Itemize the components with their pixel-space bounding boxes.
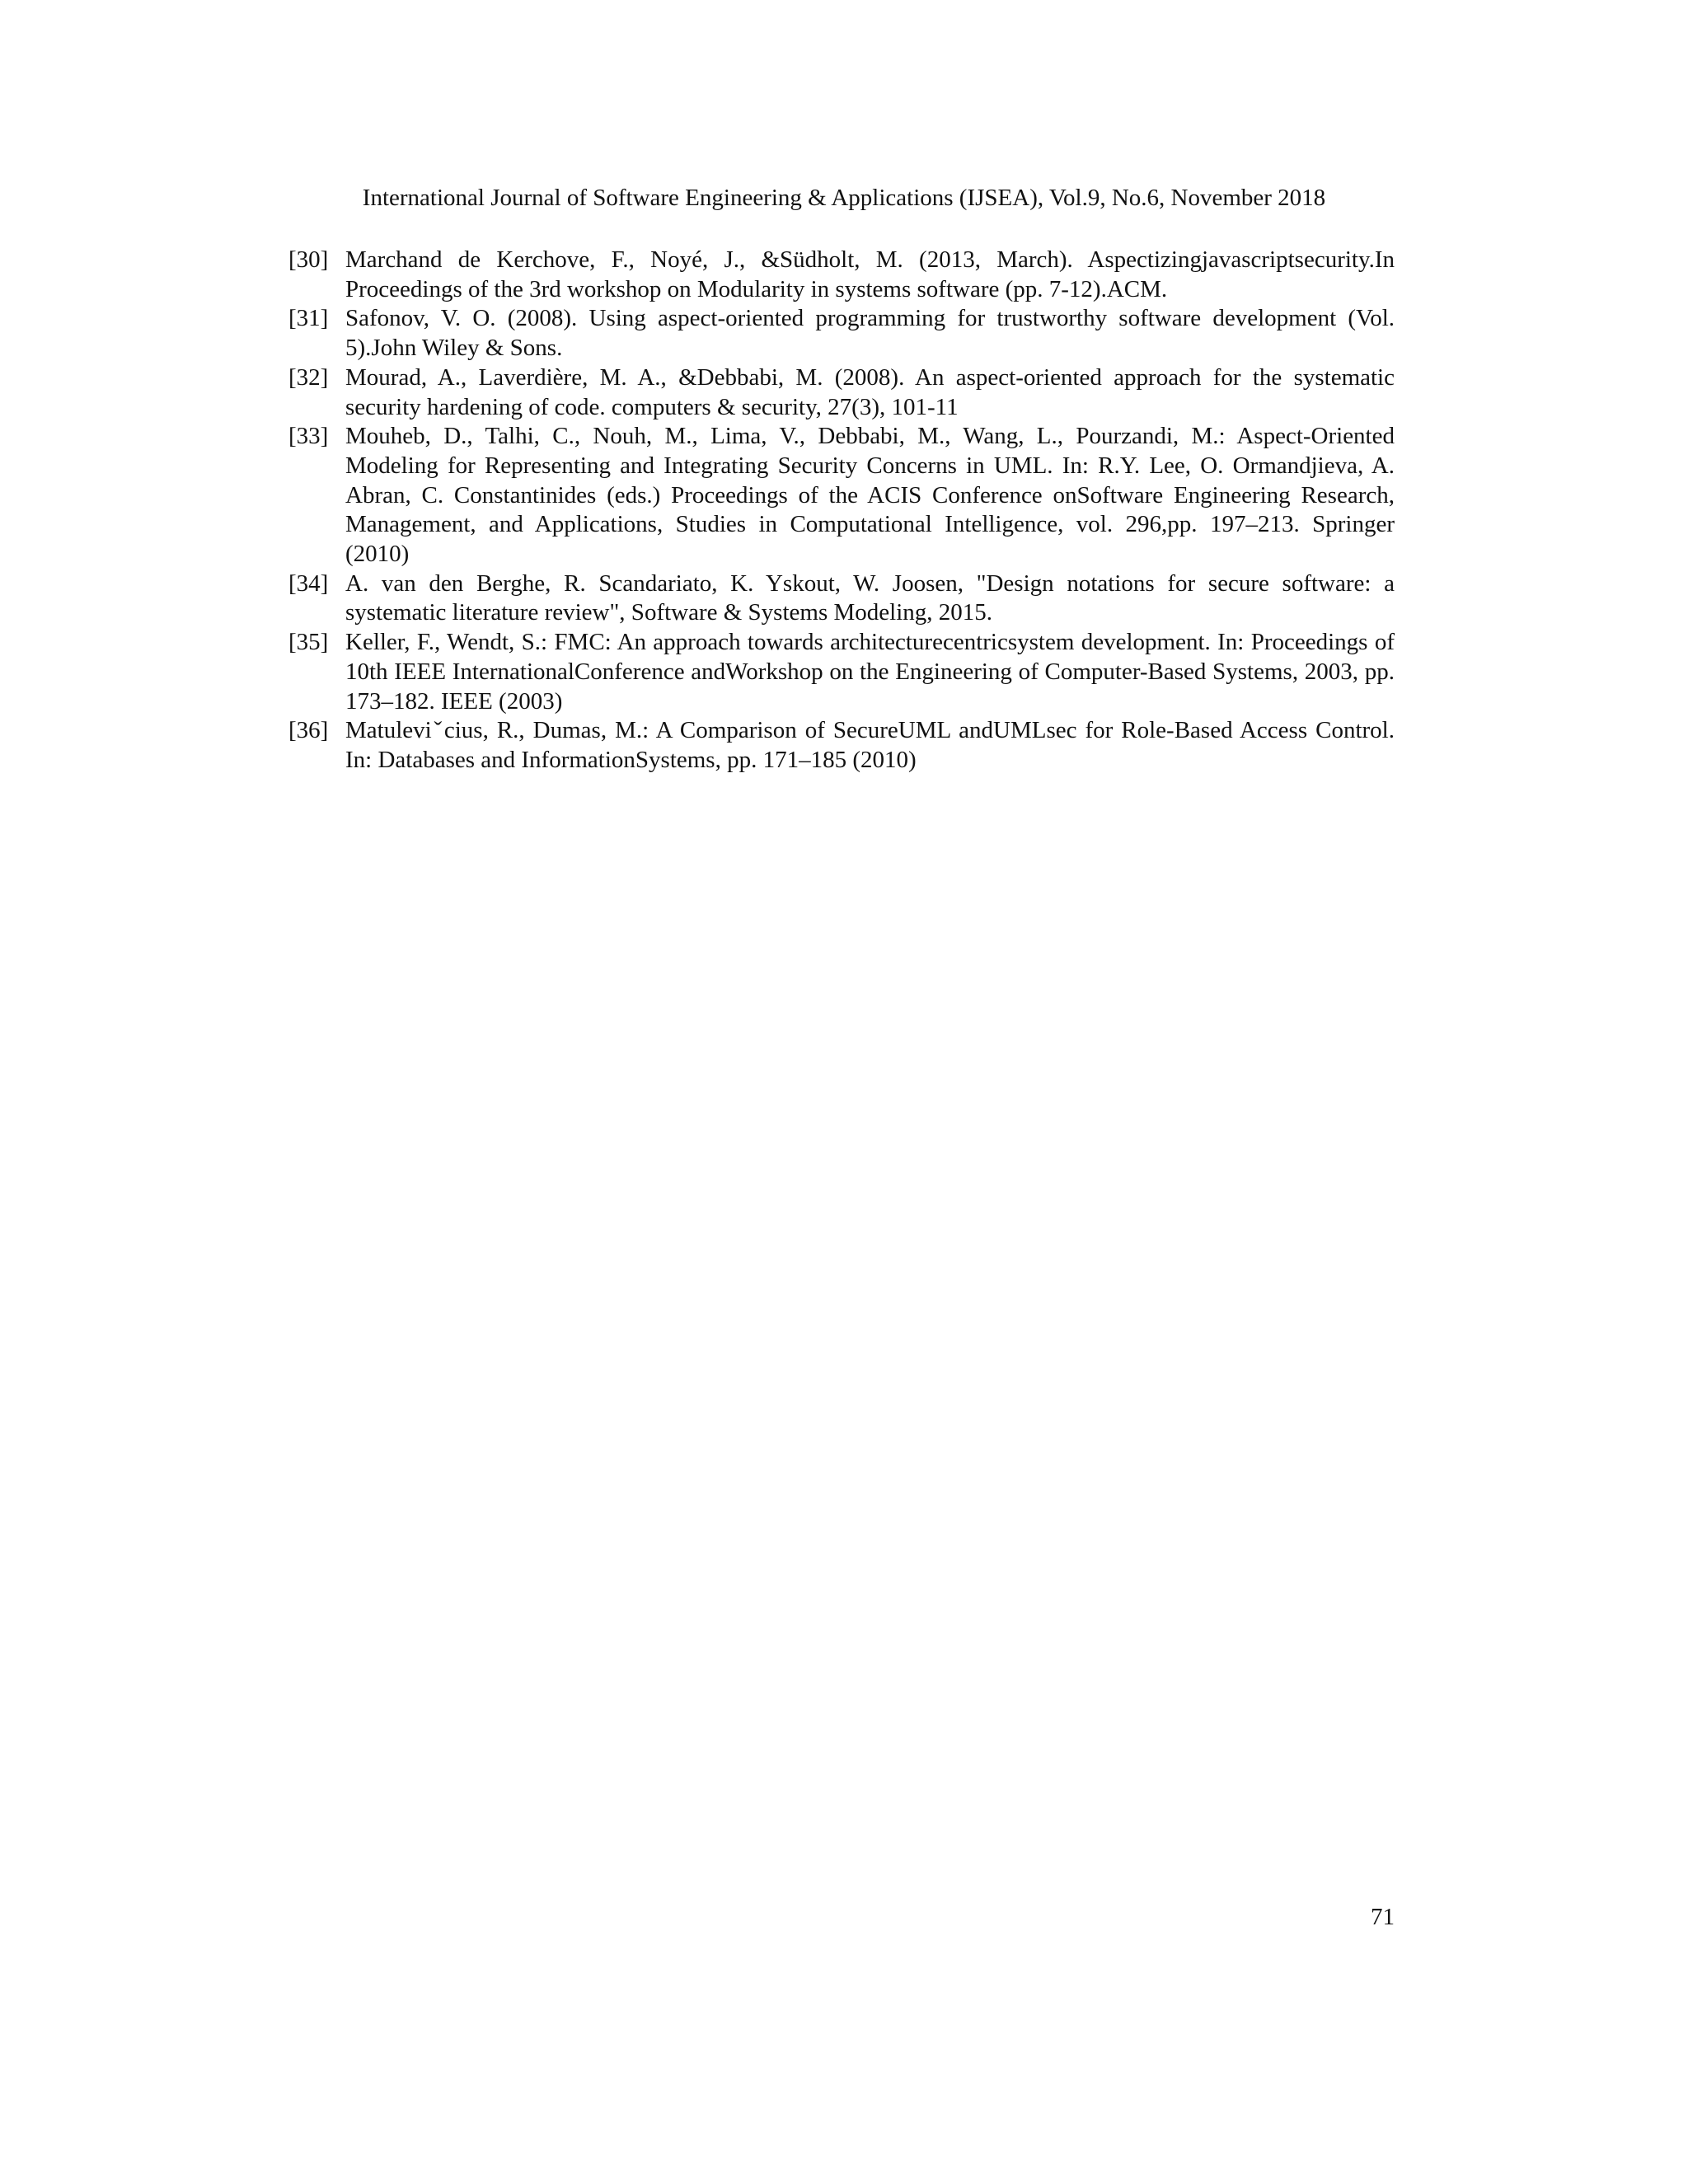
reference-text: Keller, F., Wendt, S.: FMC: An approach towards architecturecentricsystem development. In: Proceedings of 10th IEEE InternationalConference andWorkshop on the Engineering of Computer-Based Systems, 2003, pp. 173–182. IEEE (2003) (345, 629, 1395, 715)
reference-item (288, 246, 1395, 304)
reference-text: Safonov, V. O. (2008). Using aspect-oriented programming for trustworthy software development (Vol. 5).John Wiley & Sons. (345, 305, 1395, 362)
reference-text: Marchand de Kerchove, F., Noyé, J., &Südholt, M. (2013, March). Aspectizingjavascriptsecurity.In Proceedings of the 3rd workshop on Modularity in systems software (pp. 7-12).ACM. (345, 246, 1395, 302)
reference-number: [33] (288, 423, 329, 450)
reference-list (288, 246, 1395, 776)
reference-text: A. van den Berghe, R. Scandariato, K. Yskout, W. Joosen, "Design notations for secure software: a systematic literature review", Software & Systems Modeling, 2015. (345, 569, 1395, 626)
reference-item (288, 716, 1395, 775)
running-header: International Journal of Software Engineering & Applications (IJSEA), Vol.9, No.6, November 2018 (362, 185, 1326, 211)
reference-item (288, 628, 1395, 716)
reference-text: Mourad, A., Laverdière, M. A., &Debbabi, M. (2008). An aspect-oriented approach for the systematic security hardening of code. computers & security, 27(3), 101-11 (345, 363, 1395, 420)
reference-number: [31] (288, 305, 329, 332)
reference-number: [36] (288, 717, 329, 744)
reference-item (288, 569, 1395, 628)
page-number: 71 (1371, 1904, 1395, 1930)
reference-number: [35] (288, 629, 329, 656)
reference-number: [30] (288, 246, 329, 273)
reference-text: Mouheb, D., Talhi, C., Nouh, M., Lima, V., Debbabi, M., Wang, L., Pourzandi, M.: Aspect-Oriented Modeling for Representing and Integrating Security Concerns in UML. In: R.Y. Lee, O. Ormandjieva, A. Abran, C. Constantinides (eds.) Proceedings of the ACIS Conference onSoftware Engineering Research, Management, and Applications, Studies in Computational Intelligence, vol. 296,pp. 197–213. Springer (2010) (345, 423, 1395, 568)
reference-number: [32] (288, 363, 329, 391)
reference-item (288, 363, 1395, 422)
reference-text: Matuleviˇcius, R., Dumas, M.: A Comparison of SecureUML andUMLsec for Role-Based Access Control. In: Databases and InformationSystems, pp. 171–185 (2010) (345, 717, 1395, 773)
reference-item (288, 304, 1395, 363)
reference-number: [34] (288, 569, 329, 597)
reference-item (288, 422, 1395, 569)
